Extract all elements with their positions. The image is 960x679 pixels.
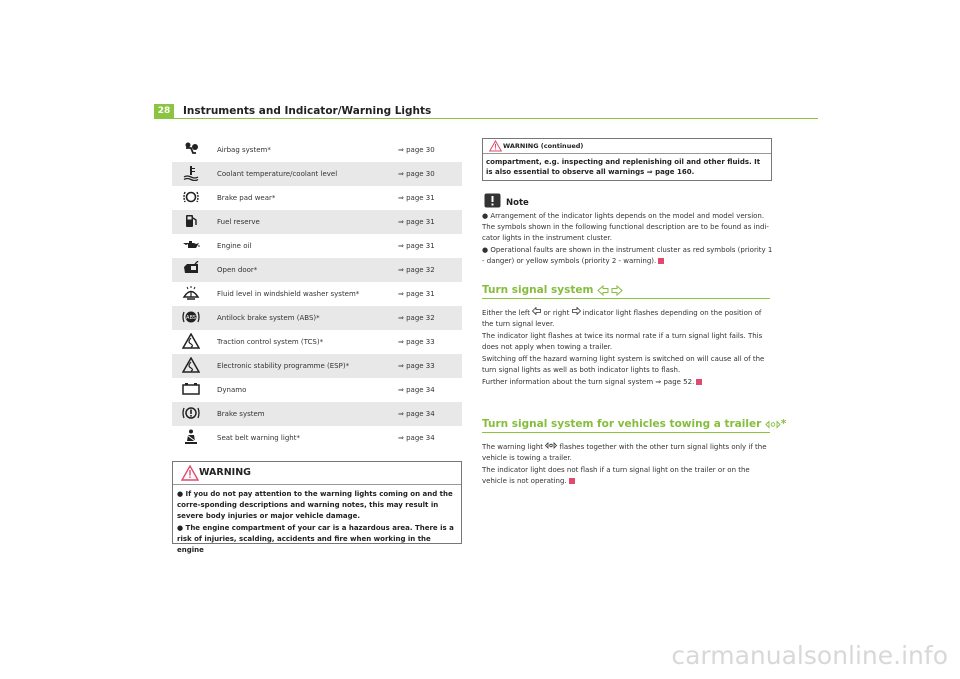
battery-icon	[182, 381, 200, 397]
trailer-signal-icon	[545, 442, 557, 449]
indicator-row	[172, 378, 462, 402]
note-item: ● Operational faults are shown in the instrument cluster as red symbols (priority 1 - danger) or yellow symbols (priority 2 - warning).	[482, 246, 773, 265]
page-reference: ⇒ page 31	[398, 194, 435, 202]
section-rule	[482, 432, 770, 433]
indicator-row	[172, 330, 462, 354]
section-end-mark	[696, 379, 702, 385]
page-reference: ⇒ page 30	[398, 170, 435, 178]
indicator-row	[172, 210, 462, 234]
page-reference: ⇒ page 30	[398, 146, 435, 154]
bullet: ●	[482, 246, 491, 254]
section-title: Turn signal system	[482, 284, 623, 296]
coolant-temperature-icon	[182, 165, 200, 181]
paragraph: The warning light flashes together with the other turn signal lights only if the vehicle is towing a trailer.	[482, 443, 767, 462]
indicator-row	[172, 258, 462, 282]
indicator-row	[172, 426, 462, 450]
abs-icon	[182, 309, 200, 325]
washer-fluid-icon	[182, 285, 200, 301]
indicator-label: Airbag system*	[217, 146, 271, 154]
paragraph: Switching off the hazard warning light system is switched on will cause all of the turn signal lights as well as both indicator lights to flash.	[482, 355, 765, 374]
watermark: carmanualsonline.info	[671, 641, 948, 670]
indicator-row	[172, 234, 462, 258]
section-rule	[482, 298, 770, 299]
indicator-label: Open door*	[217, 266, 258, 274]
warning-title: WARNING	[199, 467, 251, 478]
indicator-label: Seat belt warning light*	[217, 434, 300, 442]
page-reference: ⇒ page 31	[398, 242, 435, 250]
indicator-row	[172, 306, 462, 330]
traction-control-icon	[182, 333, 200, 349]
page-title: Instruments and Indicator/Warning Lights	[183, 105, 432, 117]
page-reference: ⇒ page 34	[398, 386, 435, 394]
trailer-signal-icon	[765, 420, 781, 429]
warning-continued-box	[482, 138, 772, 181]
warning-item: ● If you do not pay attention to the warning lights coming on and the corre-sponding descriptions and warning notes, this may result in severe body injuries or major vehicle damage.	[177, 490, 453, 520]
warning-header	[173, 462, 461, 485]
note-icon	[484, 193, 501, 208]
bullet: ●	[177, 490, 186, 498]
indicator-table	[172, 138, 462, 450]
indicator-row	[172, 138, 462, 162]
open-door-icon	[182, 261, 200, 277]
esp-icon	[182, 357, 200, 373]
paragraph: Either the left or right indicator light flashes depending on the position of the turn signal lever.	[482, 309, 762, 328]
bullet: ●	[177, 524, 186, 532]
section-title: Turn signal system for vehicles towing a trailer *	[482, 418, 787, 430]
note-title: Note	[506, 198, 529, 208]
section-end-mark	[569, 478, 575, 484]
indicator-label: Traction control system (TCS)*	[217, 338, 324, 346]
page-reference: ⇒ page 34	[398, 410, 435, 418]
page-reference: ⇒ page 32	[398, 266, 435, 274]
indicator-label: Fuel reserve	[217, 218, 260, 226]
right-arrow-icon	[572, 307, 581, 315]
warning-triangle-icon	[489, 140, 502, 152]
bullet: ●	[482, 212, 491, 220]
airbag-icon	[182, 141, 200, 157]
warning-text	[177, 489, 459, 557]
warning-triangle-icon	[181, 465, 199, 481]
paragraph: Further information about the turn signal system ⇒ page 52.	[482, 377, 774, 388]
indicator-row	[172, 186, 462, 210]
paragraph: The indicator light does not flash if a turn signal light on the trailer or on the vehicle is not operating.	[482, 466, 750, 485]
warning-continued-header	[483, 139, 771, 154]
indicator-label: Antilock brake system (ABS)*	[217, 314, 320, 322]
section-end-mark	[658, 258, 664, 264]
indicator-label: Brake system	[217, 410, 265, 418]
svg-text:ABS: ABS	[186, 315, 196, 321]
indicator-row	[172, 354, 462, 378]
page-reference: ⇒ page 34	[398, 434, 435, 442]
brake-system-icon	[182, 405, 200, 421]
turn-signal-arrows-icon	[597, 285, 623, 296]
page-number: 28	[154, 104, 174, 119]
page-reference: ⇒ page 31	[398, 218, 435, 226]
indicator-label: Brake pad wear*	[217, 194, 276, 202]
header-rule	[172, 118, 818, 119]
section-body	[482, 442, 774, 488]
left-arrow-icon	[532, 307, 541, 315]
seat-belt-icon	[182, 429, 200, 445]
warning-continued-title: WARNING (continued)	[503, 142, 584, 150]
indicator-row	[172, 402, 462, 426]
page-reference: ⇒ page 31	[398, 290, 435, 298]
indicator-label: Fluid level in windshield washer system*	[217, 290, 360, 298]
warning-item: ● The engine compartment of your car is a hazardous area. There is a risk of injuries, scalding, accidents and fire when working in the engine	[177, 524, 454, 554]
brake-pad-icon	[182, 189, 200, 205]
page-reference: ⇒ page 32	[398, 314, 435, 322]
indicator-row	[172, 282, 462, 306]
warning-box	[172, 461, 462, 554]
section-body	[482, 307, 774, 389]
oil-can-icon	[182, 237, 200, 253]
page-reference: ⇒ page 33	[398, 338, 435, 346]
paragraph: The indicator light flashes at twice its normal rate if a turn signal light fails. This does not apply when towing a trailer.	[482, 332, 763, 351]
page-reference: ⇒ page 33	[398, 362, 435, 370]
indicator-row	[172, 162, 462, 186]
warning-continued-text: compartment, e.g. inspecting and replenishing oil and other fluids. It is also essential to observe all warnings ⇒ page 160.	[486, 158, 761, 176]
indicator-label: Coolant temperature/coolant level	[217, 170, 338, 178]
indicator-label: Dynamo	[217, 386, 247, 394]
note-item: ● Arrangement of the indicator lights depends on the model and model version. The symbols shown in the following functional description are to be found as indi-cator lights in the instrument cluster.	[482, 212, 769, 242]
indicator-label: Electronic stability programme (ESP)*	[217, 362, 350, 370]
fuel-pump-icon	[182, 213, 200, 229]
note-body	[482, 211, 774, 268]
indicator-label: Engine oil	[217, 242, 252, 250]
